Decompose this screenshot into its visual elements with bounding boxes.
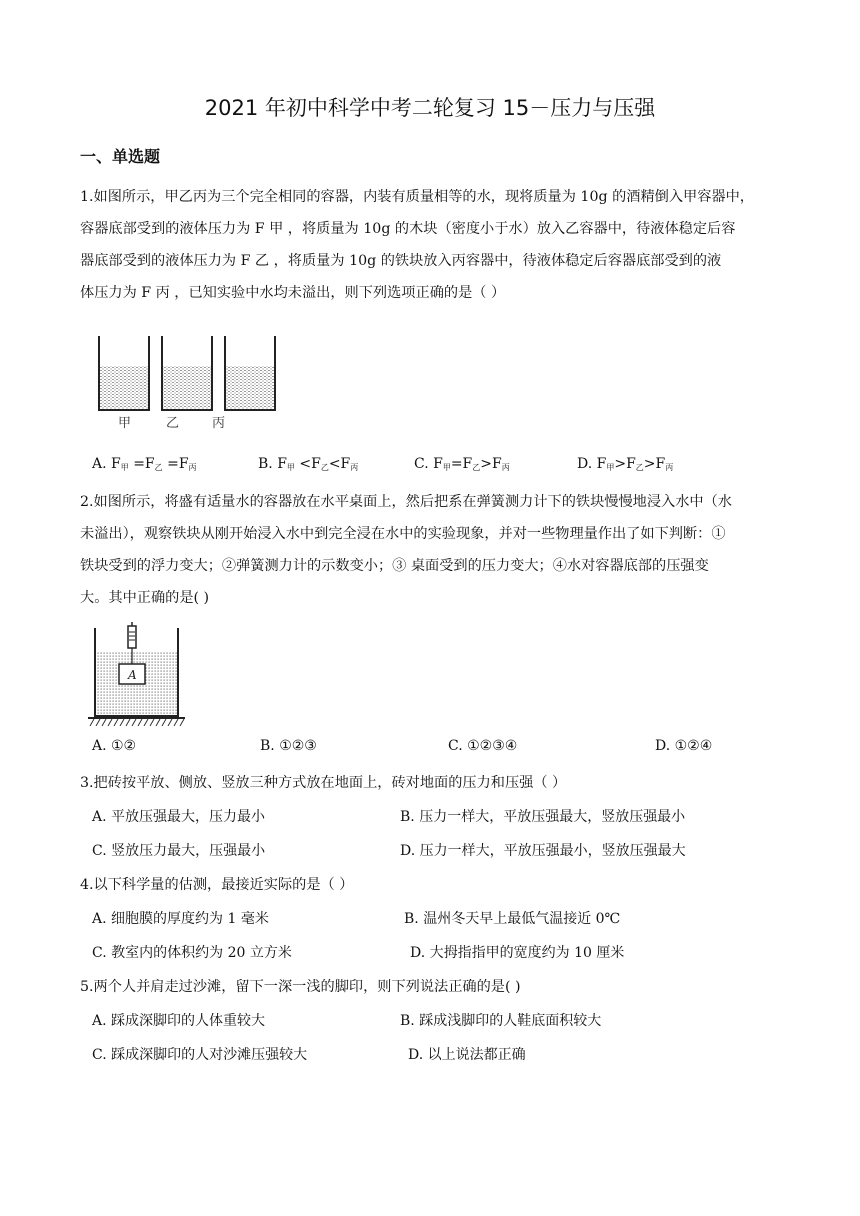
question-4-stem: 4.以下科学量的估测，最接近实际的是（ ） bbox=[80, 877, 354, 893]
question-1-stem bbox=[80, 181, 780, 309]
q3-option-d: D. 压力一样大，平放压强最小，竖放压强最大 bbox=[400, 843, 686, 859]
three-containers-figure bbox=[92, 334, 284, 430]
page-title: 2021 年初中科学中考二轮复习 15－压力与压强 bbox=[204, 96, 656, 120]
q4-option-d: D. 大拇指指甲的宽度约为 10 厘米 bbox=[410, 945, 625, 961]
q1-option-b: B. $F_甲 <F_乙<F_丙$ bbox=[258, 456, 359, 472]
question-2-line: 2.如图所示，将盛有适量水的容器放在水平桌面上，然后把系在弹簧测力计下的铁块慢慢地浸入水中（水 bbox=[80, 494, 732, 510]
q3-option-b: B. 压力一样大，平放压强最大，竖放压强最小 bbox=[400, 809, 686, 825]
q3-option-c: C. 竖放压力最大，压强最小 bbox=[92, 843, 266, 859]
container-yi bbox=[162, 336, 212, 410]
block-label: A bbox=[128, 668, 137, 682]
container-label-yi: 乙 bbox=[166, 416, 180, 430]
container-jia bbox=[99, 336, 149, 410]
table-surface bbox=[88, 718, 185, 726]
q2-option-c: C. ①②③④ bbox=[448, 738, 518, 754]
question-1-line: 器底部受到的液体压力为 F 乙 ，将质量为 10g 的铁块放入丙容器中，待液体稳定后容器底部受到的液 bbox=[80, 253, 722, 269]
q2-option-d: D. ①②④ bbox=[655, 738, 713, 754]
container-label-bing: 丙 bbox=[212, 416, 226, 430]
q1-option-d: D. $F_甲>F_乙>F_丙$ bbox=[577, 456, 674, 472]
question-2-line: 大。其中正确的是( ) bbox=[80, 590, 210, 606]
container-bing bbox=[225, 336, 275, 410]
question-2-line: 铁块受到的浮力变大；②弹簧测力计的示数变小；③ 桌面受到的压力变大；④水对容器底部的压强变 bbox=[80, 558, 709, 574]
container-label-jia: 甲 bbox=[118, 416, 132, 430]
q5-option-a: A. 踩成深脚印的人体重较大 bbox=[92, 1013, 266, 1029]
q5-option-d: D. 以上说法都正确 bbox=[408, 1047, 526, 1063]
q1-option-c: C. $F_甲=F_乙>F_丙$ bbox=[414, 456, 510, 472]
question-5-stem: 5.两个人并肩走过沙滩，留下一深一浅的脚印，则下列说法正确的是( ) bbox=[80, 979, 521, 995]
q2-option-a: A. ①② bbox=[92, 738, 137, 754]
q5-option-c: C. 踩成深脚印的人对沙滩压强较大 bbox=[92, 1047, 308, 1063]
question-3-stem: 3.把砖按平放、侧放、竖放三种方式放在地面上，砖对地面的压力和压强（ ） bbox=[80, 775, 567, 791]
question-1-line: 体压力为 F 丙 ，已知实验中水均未溢出，则下列选项正确的是（ ） bbox=[80, 285, 506, 301]
q4-option-c: C. 教室内的体积约为 20 立方米 bbox=[92, 945, 292, 961]
q5-option-b: B. 踩成浅脚印的人鞋底面积较大 bbox=[400, 1013, 602, 1029]
q2-option-b: B. ①②③ bbox=[260, 738, 317, 754]
question-2-line: 未溢出），观察铁块从刚开始浸入水中到完全浸在水中的实验现象，并对一些物理量作出了如下判断：① bbox=[80, 526, 726, 542]
q1-option-a: A. $F_甲 =F_乙 =F_丙$ bbox=[92, 456, 197, 472]
q4-option-b: B. 温州冬天早上最低气温接近 0℃ bbox=[404, 911, 621, 927]
q4-option-a: A. 细胞膜的厚度约为 1 毫米 bbox=[92, 911, 269, 927]
question-1-line: 容器底部受到的液体压力为 F 甲 ，将质量为 10g 的木块（密度小于水）放入乙容器中，待液体稳定后容 bbox=[80, 221, 736, 237]
question-2-stem bbox=[80, 486, 780, 614]
section-heading: 一、单选题 bbox=[80, 147, 161, 166]
question-1-line: 1.如图所示，甲乙丙为三个完全相同的容器，内装有质量相等的水，现将质量为 10g 的酒精倒入甲容器中， bbox=[80, 189, 754, 205]
q3-option-a: A. 平放压强最大，压力最小 bbox=[92, 809, 266, 825]
spring-scale-figure bbox=[88, 622, 188, 726]
iron-block bbox=[119, 664, 145, 684]
